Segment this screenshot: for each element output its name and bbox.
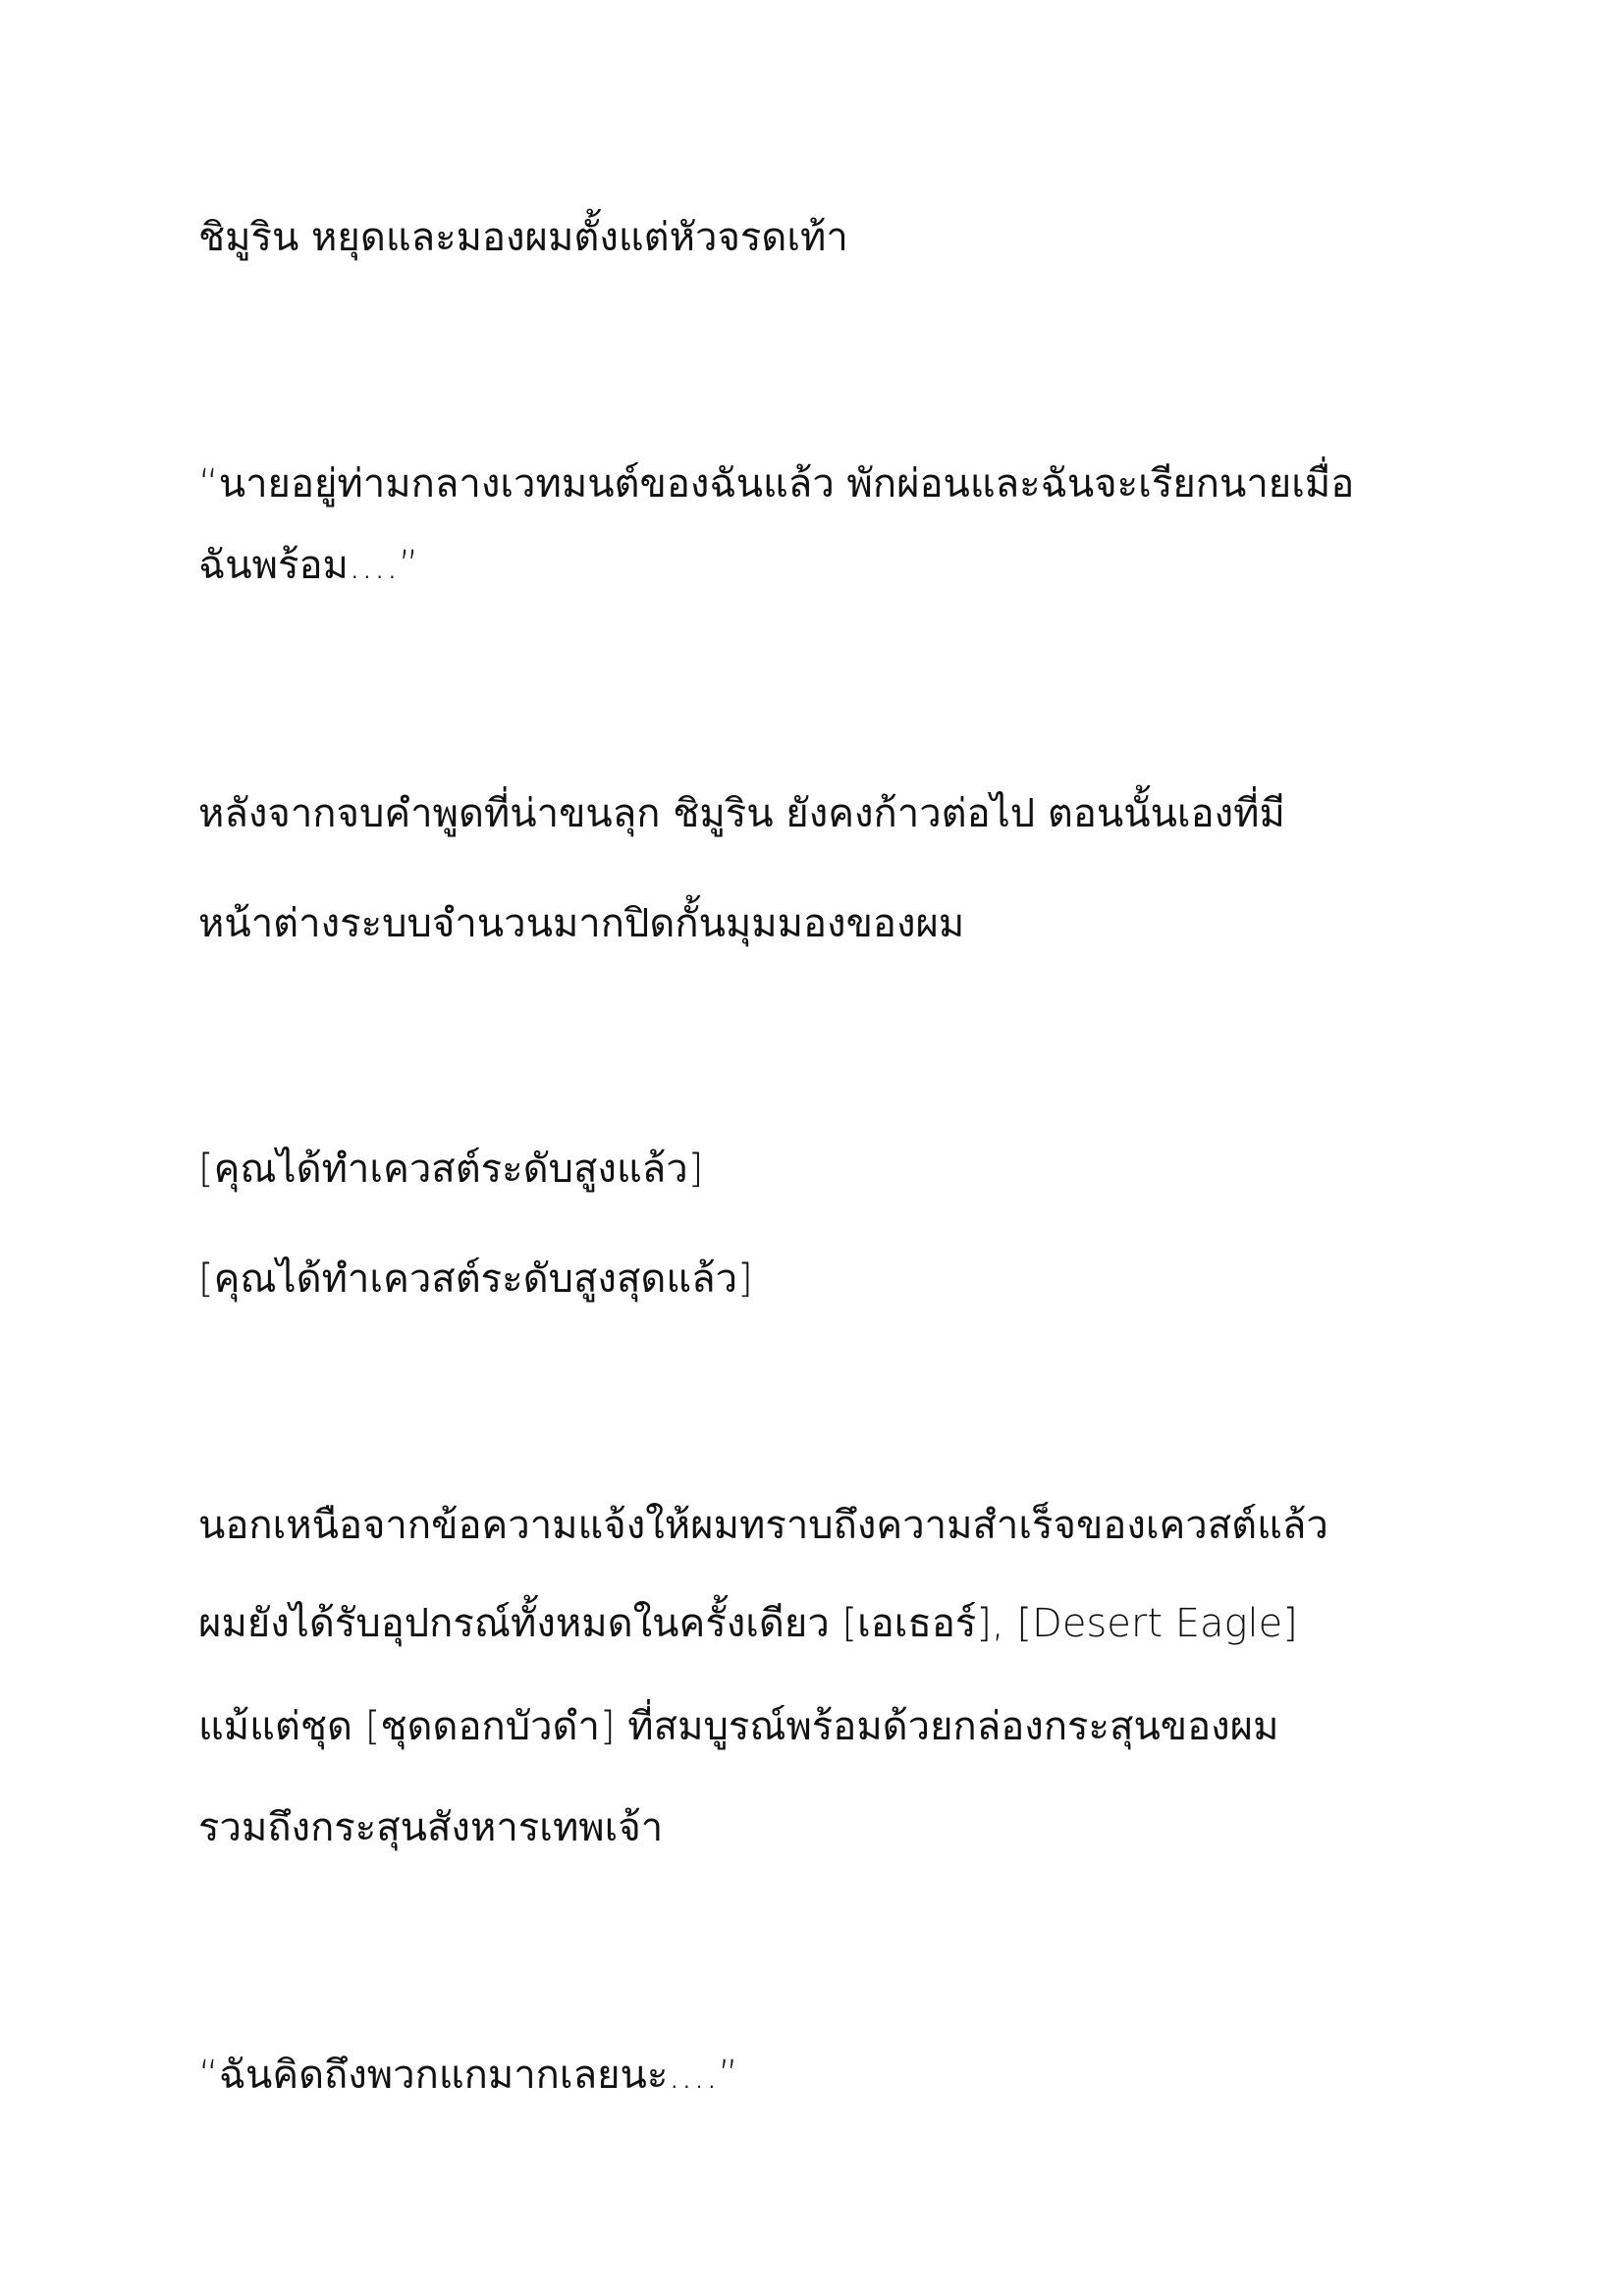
paragraph-6-line-1: “ฉันคิดถึงพวกแกมากเลยนะ....” [198, 2053, 738, 2098]
paragraph-2-line-1: “นายอยู่ท่ามกลางเวทมนต์ของฉันแล้ว พักผ่อนและฉันจะเรียกนายเมื่อ [198, 461, 1355, 507]
paragraph-4-line-2: [คุณได้ทำเควสต์ระดับสูงสุดแล้ว] [198, 1256, 753, 1302]
paragraph-5-line-2: ผมยังได้รับอุปกรณ์ทั้งหมดในครั้งเดียว [เอเธอร์], [Desert Eagle] [198, 1601, 1298, 1646]
paragraph-5-line-4: รวมถึงกระสุนสังหารเทพเจ้า [198, 1805, 664, 1850]
paragraph-4-line-1: [คุณได้ทำเควสต์ระดับสูงแล้ว] [198, 1147, 704, 1192]
paragraph-5-line-1: นอกเหนือจากข้อความแจ้งให้ผมทราบถึงความสำเร็จของเควสต์แล้ว [198, 1503, 1328, 1548]
paragraph-2-line-2: ฉันพร้อม....” [198, 543, 419, 588]
paragraph-5-line-3: แม้แต่ชุด [ชุดดอกบัวดำ] ที่สมบูรณ์พร้อมด้วยกล่องกระสุนของผม [198, 1704, 1279, 1749]
paragraph-3-line-2: หน้าต่างระบบจำนวนมากปิดกั้นมุมมองของผม [198, 901, 965, 946]
paragraph-3-line-1: หลังจากจบคำพูดที่น่าขนลุก ชิมูริน ยังคงก้าวต่อไป ตอนนั้นเองที่มี [198, 791, 1285, 836]
paragraph-1-line-1: ชิมูริน หยุดและมองผมตั้งแต่หัวจรดเท้า [198, 215, 848, 260]
